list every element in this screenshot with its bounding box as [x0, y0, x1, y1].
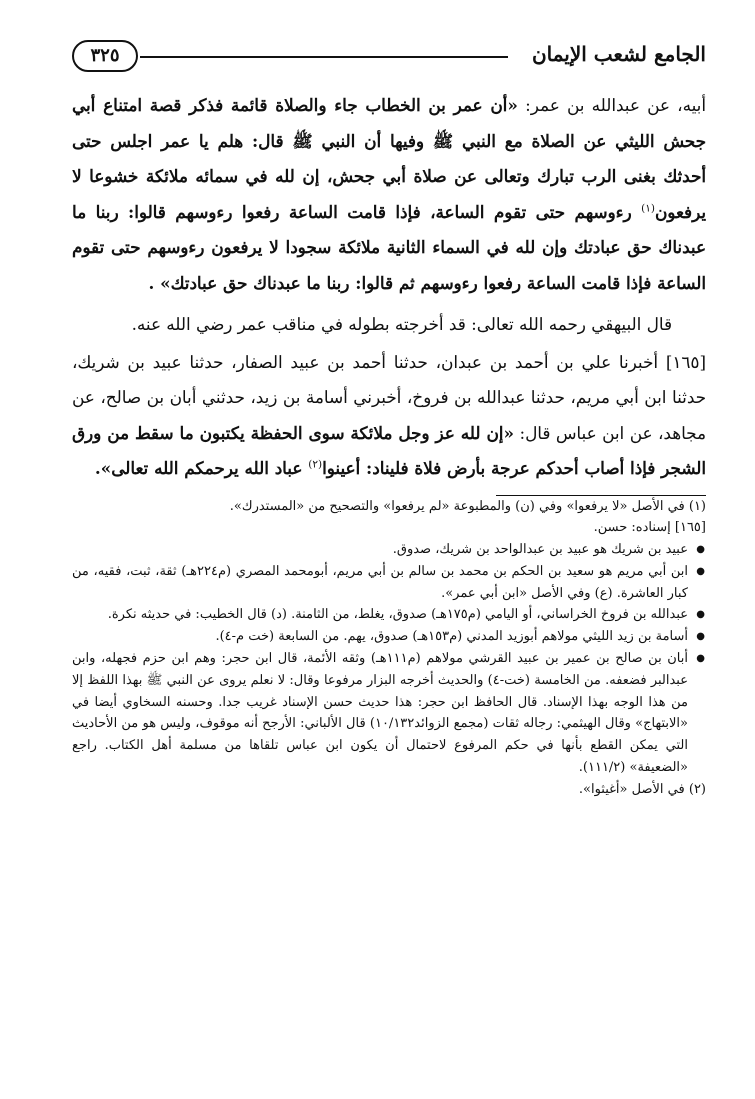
narrator-note: ● أسامة بن زيد الليثي مولاهم أبوزيد المدني (م١٥٣هـ) صدوق، يهم. من السابعة (خت م-٤). — [72, 626, 688, 648]
hadith-text-165: «إن لله عز وجل ملائكة سوى الحفظة يكتبون ما سقط من ورق الشجر فإذا أصاب أحدكم عرجة بأرض فلاة فليناد: أعينوا — [72, 422, 706, 478]
narrator-note: ● عبيد بن شريك هو عبيد بن عبدالواحد بن شريك، صدوق. — [72, 539, 688, 561]
footnote-1: (١) في الأصل «لا يرفعوا» وفي (ن) والمطبوعة «لم يرفعوا» والتصحيح من «المستدرك». — [229, 498, 706, 514]
hadith-text-cont: رءوسهم حتى تقوم الساعة، فإذا قامت الساعة رفعوا رءوسهم قالوا: ربنا ما عبدناك حق عبادتك وإن لله في السماء الثانية ملائكة سجودا لا يرفعون رءوسهم حتى تقوم الساعة فإذا قامت الساعة رفعوا رءوسهم ثم قالوا: ربنا ما عبدناك حق عبادتك» . — [72, 201, 706, 293]
footnote-ref-1: (١) — [641, 201, 655, 214]
narrator-note: ● عبدالله بن فروخ الخراساني، أو اليامي (م١٧٥هـ) صدوق، يغلط، من الثامنة. (د) قال الخطيب: في حديثه نكرة. — [72, 604, 688, 626]
paragraph-hadith-165 — [72, 345, 706, 487]
narrator-list — [72, 539, 706, 779]
header-rule — [140, 56, 508, 58]
narrator-note: ● أبان بن صالح بن عمير بن عبيد القرشي مولاهم (م١١١هـ) وثقه الأئمة، قال ابن حجر: وهم ابن حزم فجهله، وابن عبدالبر فضعفه. من الخامسة (خت-٤) والحديث أخرجه البزار مرفوعا وقال: لا نعلم يروى عن النبي ﷺ بهذا اللفظ إلا من هذا الوجه بهذا الإسناد. قال الحافظ ابن حجر: هذا حديث حسن الإسناد غريب جدا. وحسنه السخاوي أيضا في «الابتهاج» وقال الهيثمي: رجاله ثقات (مجمع الزوائد١٠/١٣٢) قال الألباني: الأرجح أنه موقوف، وليس هو من الأحاديث التي يمكن القطع بأنها في حكم المرفوع لاحتمال أن يكون ابن عباس تلقاها من مسلمة أهل الكتاب. راجع «الضعيفة» (١١١/٢). — [72, 648, 688, 779]
hadith-text-165-cont: عباد الله يرحمكم الله تعالى». — [94, 458, 309, 478]
narration-chain: أبيه، عن عبدالله بن عمر: — [517, 95, 706, 115]
narrator-note: ● ابن أبي مريم هو سعيد بن الحكم بن محمد بن سالم بن أبي مريم، أبومحمد المصري (م٢٢٤هـ) ثقة، ثبت، فقيه، من كبار العاشرة. (ع) وفي الأصل «ابن أبي عمر». — [72, 561, 688, 605]
paragraph-hadith-1 — [72, 88, 706, 301]
footnotes — [72, 496, 706, 801]
book-page — [72, 40, 706, 801]
main-text — [72, 88, 706, 487]
page-header — [72, 40, 706, 88]
paragraph-bayhaqi-note: قال البيهقي رحمه الله تعالى: قد أخرجته بطوله في مناقب عمر رضي الله عنه. — [131, 314, 672, 334]
page-number: ٣٢٥ — [72, 40, 138, 72]
footnote-2: (٢) في الأصل «أغيثوا». — [578, 781, 706, 797]
footnote-ref-2: (٢) — [308, 458, 323, 471]
running-title: الجامع لشعب الإيمان — [531, 42, 706, 66]
isnad-heading: [١٦٥] إسناده: حسن. — [593, 520, 706, 536]
narration-chain-165: [١٦٥] أخبرنا علي بن أحمد بن عبدان، حدثنا أحمد بن عبيد الصفار، حدثنا عبيد بن شريك، حدثنا ابن أبي مريم، حدثنا عبدالله بن فروخ، أخبرني أسامة بن زيد، حدثني أبان بن صالح، عن مجاهد، عن ابن عباس قال: — [72, 351, 706, 443]
hadith-text: «أن عمر بن الخطاب جاء والصلاة قائمة فذكر قصة امتناع أبي جحش الليثي عن الصلاة مع النبي ﷺ وفيها أن النبي ﷺ قال: هلم يا عمر اجلس حتى أحدثك بغنى الرب تبارك وتعالى عن صلاة أبي جحش، إن لله في سمائه ملائكة خشوعا لا يرفعون — [72, 95, 706, 222]
